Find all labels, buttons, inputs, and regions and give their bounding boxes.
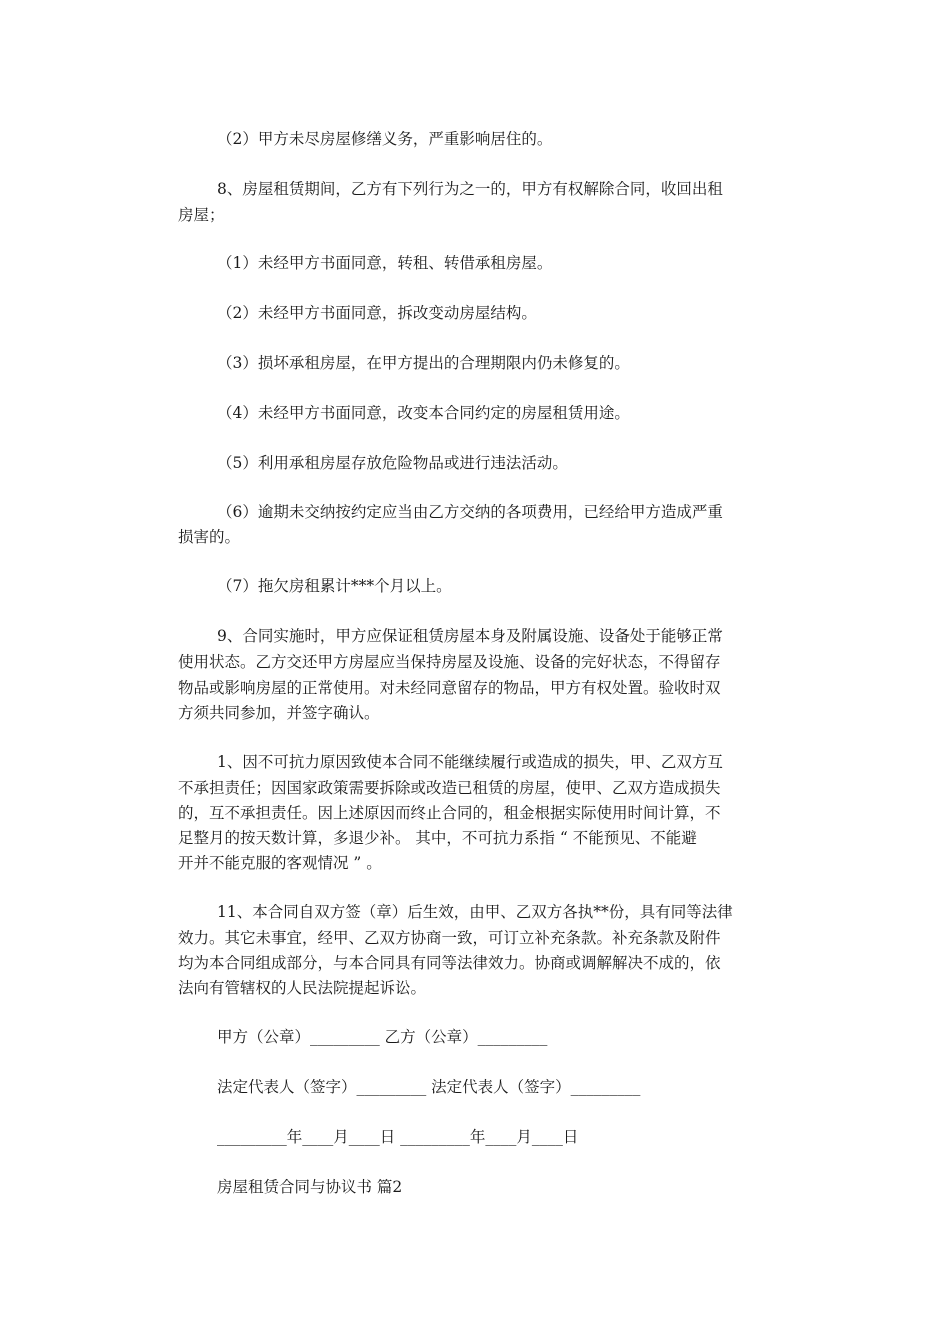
clause-9-line-1: 9、合同实施时，甲方应保证租赁房屋本身及附属设施、设备处于能够正常 (217, 627, 723, 645)
clause-8-line-1: 8、房屋租赁期间，乙方有下列行为之一的，甲方有权解除合同，收回出租 (217, 180, 723, 198)
clause-8-item-2: （2）未经甲方书面同意，拆改变动房屋结构。 (217, 304, 537, 322)
signature-party-seal-line: 甲方（公章）_________ 乙方（公章）_________ (217, 1028, 548, 1046)
clause-8-item-6-line-2: 损害的。 (178, 528, 241, 546)
clause-10-line-4: 足整月的按天数计算，多退少补。 其中，不可抗力系指 “ 不能预见、不能避 (178, 829, 697, 847)
clause-8-item-3: （3）损坏承租房屋，在甲方提出的合理期限内仍未修复的。 (217, 354, 630, 372)
clause-9-line-3: 物品或影响房屋的正常使用。对未经同意留存的物品，甲方有权处置。验收时双 (178, 679, 721, 697)
clause-8-item-1: （1）未经甲方书面同意，转租、转借承租房屋。 (217, 254, 553, 272)
clause-10-line-5: 开并不能克服的客观情况 ” 。 (178, 854, 382, 872)
clause-7-item-2: （2）甲方未尽房屋修缮义务，严重影响居住的。 (217, 130, 553, 148)
clause-8-item-7: （7）拖欠房租累计***个月以上。 (217, 577, 452, 595)
clause-10-line-1: 1、因不可抗力原因致使本合同不能继续履行或造成的损失，甲、乙双方互 (217, 753, 723, 771)
clause-10-line-2: 不承担责任；因国家政策需要拆除或改造已租赁的房屋，使甲、乙双方造成损失 (178, 779, 721, 797)
signature-date-line: _________年____月____日 _________年____月____日 (217, 1128, 579, 1146)
section-heading: 房屋租赁合同与协议书 篇2 (217, 1178, 403, 1196)
clause-11-line-2: 效力。其它未事宜，经甲、乙双方协商一致，可订立补充条款。补充条款及附件 (178, 929, 721, 947)
clause-11-line-3: 均为本合同组成部分，与本合同具有同等法律效力。协商或调解解决不成的，依 (178, 954, 721, 972)
clause-8-item-5: （5）利用承租房屋存放危险物品或进行违法活动。 (217, 454, 568, 472)
clause-11-line-4: 法向有管辖权的人民法院提起诉讼。 (178, 979, 427, 997)
clause-8-item-4: （4）未经甲方书面同意，改变本合同约定的房屋租赁用途。 (217, 404, 630, 422)
clause-8-item-6-line-1: （6）逾期未交纳按约定应当由乙方交纳的各项费用，已经给甲方造成严重 (217, 503, 723, 521)
clause-8-line-2: 房屋； (178, 206, 225, 224)
clause-10-line-3: 的，互不承担责任。因上述原因而终止合同的，租金根据实际使用时间计算，不 (178, 804, 721, 822)
clause-9-line-4: 方须共同参加，并签字确认。 (178, 704, 380, 722)
clause-9-line-2: 使用状态。乙方交还甲方房屋应当保持房屋及设施、设备的完好状态，不得留存 (178, 653, 721, 671)
signature-representative-line: 法定代表人（签字）_________ 法定代表人（签字）_________ (217, 1078, 641, 1096)
clause-11-line-1: 11、本合同自双方签（章）后生效，由甲、乙双方各执**份，具有同等法律 (217, 903, 733, 921)
